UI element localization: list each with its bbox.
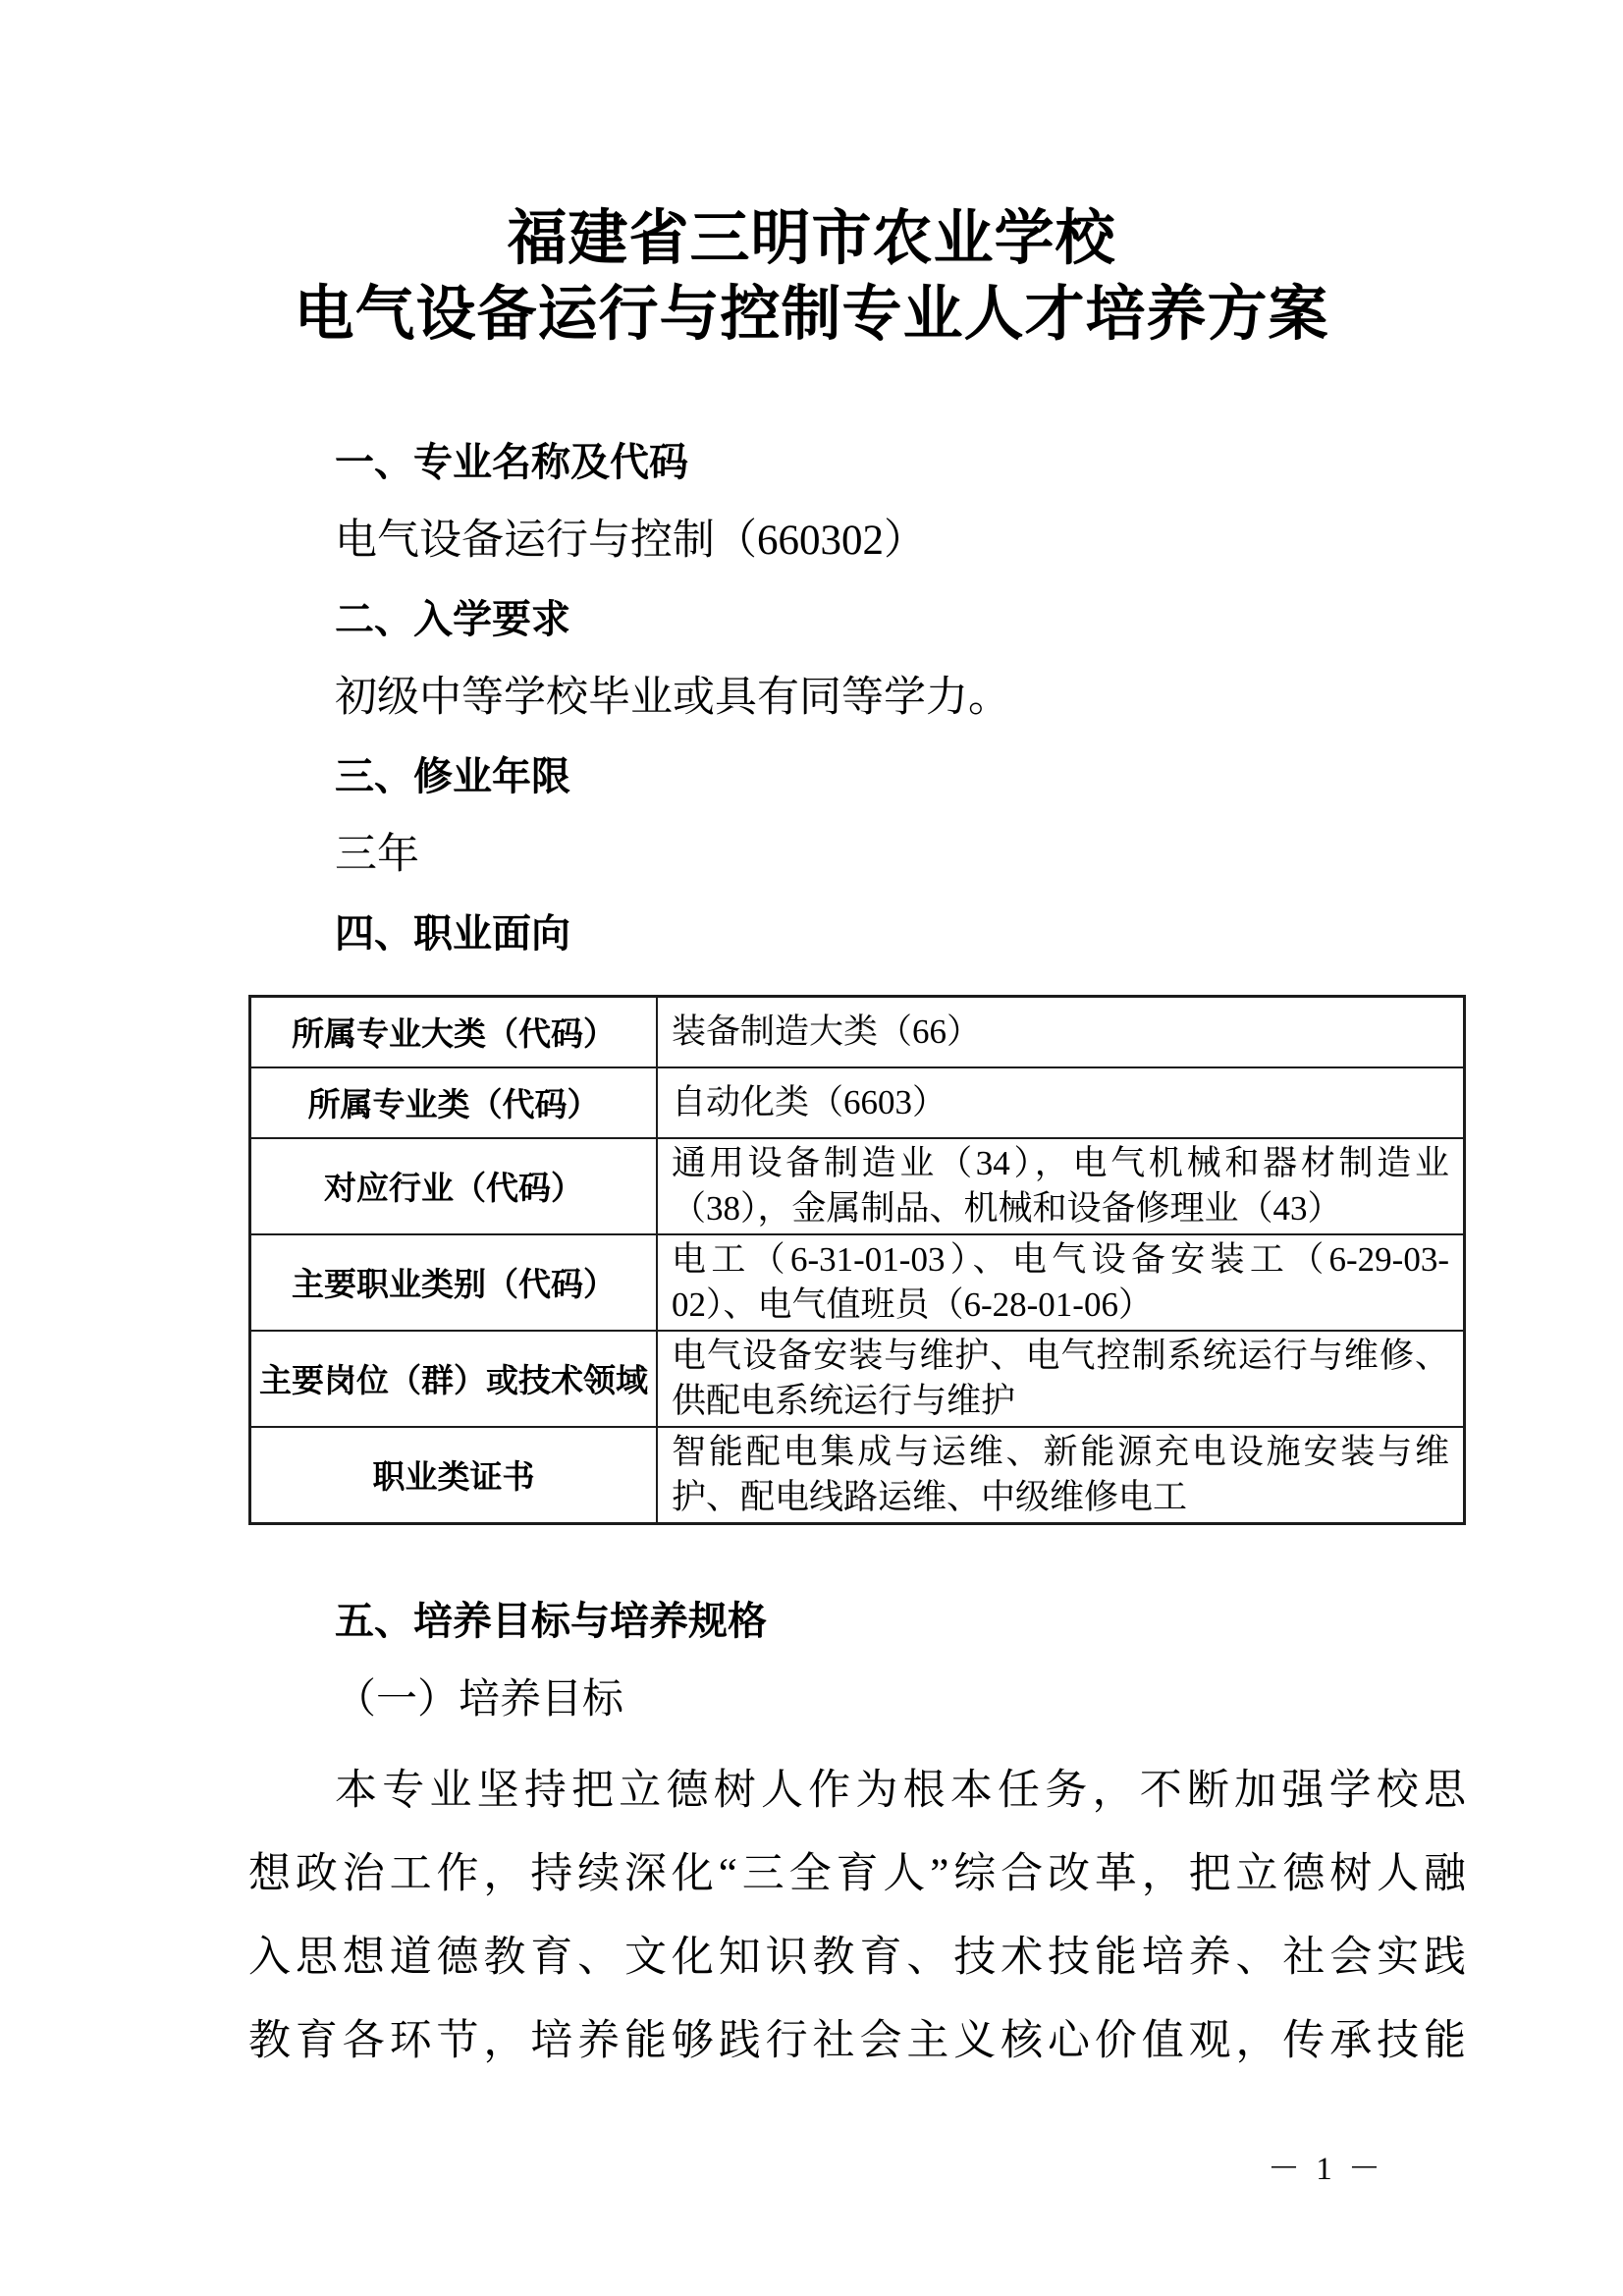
- section-5-subheading: （一）培养目标: [335, 1676, 624, 1722]
- table-row: [250, 997, 1465, 1067]
- row-label: 所属专业大类（代码）: [250, 997, 658, 1067]
- row-value: 智能配电集成与运维、新能源充电设施安装与维护、配电线路运维、中级维修电工: [657, 1427, 1465, 1524]
- paragraph-line: 本专业坚持把立德树人作为根本任务，不断加强学校思: [335, 1767, 1466, 1814]
- paragraph-line: 入思想道德教育、文化知识教育、技术技能培养、社会实践: [248, 1934, 1466, 1981]
- table-row: [250, 1234, 1465, 1331]
- page-number: － 1 －: [1268, 2152, 1384, 2187]
- section-5-heading: 五、培养目标与培养规格: [335, 1599, 767, 1643]
- document-body: [248, 423, 1466, 2083]
- row-value: 通用设备制造业（34），电气机械和器材制造业（38），金属制品、机械和设备修理业（43）: [657, 1138, 1465, 1234]
- section-2-heading: 二、入学要求: [335, 598, 570, 641]
- training-goal-paragraph: [248, 1749, 1466, 2083]
- section-3-body: 三年: [335, 832, 419, 878]
- table-row: [250, 1331, 1465, 1427]
- section-4-heading: 四、职业面向: [335, 912, 570, 956]
- section-3-heading: 三、修业年限: [335, 755, 570, 798]
- section-1-body: 电气设备运行与控制（660302）: [335, 518, 926, 564]
- table-row: [250, 1067, 1465, 1138]
- row-label: 对应行业（代码）: [250, 1138, 658, 1234]
- paragraph-line: 想政治工作，持续深化“三全育人”综合改革，把立德树人融: [248, 1850, 1466, 1897]
- row-value: 电气设备安装与维护、电气控制系统运行与维修、供配电系统运行与维护: [657, 1331, 1465, 1427]
- table-row: [250, 1427, 1465, 1524]
- row-label: 职业类证书: [250, 1427, 658, 1524]
- row-value: 自动化类（6603）: [657, 1067, 1465, 1138]
- section-2-body: 初级中等学校毕业或具有同等学力。: [335, 675, 1010, 721]
- document-title-line2: 电气设备运行与控制专业人才培养方案: [294, 282, 1329, 348]
- section-1-heading: 一、专业名称及代码: [335, 441, 688, 484]
- document-title-line1: 福建省三明市农业学校: [507, 206, 1116, 272]
- paragraph-line: 教育各环节，培养能够践行社会主义核心价值观，传承技能: [248, 2017, 1466, 2064]
- career-orientation-table: [248, 995, 1466, 1525]
- row-label: 主要岗位（群）或技术领域: [250, 1331, 658, 1427]
- numbered-sections: [248, 423, 1466, 973]
- document-title: [0, 0, 1623, 353]
- row-value: 电工（6-31-01-03）、电气设备安装工（6-29-03-02）、电气值班员（6-28-01-06）: [657, 1234, 1465, 1331]
- row-label: 主要职业类别（代码）: [250, 1234, 658, 1331]
- row-value: 装备制造大类（66）: [657, 997, 1465, 1067]
- table-row: [250, 1138, 1465, 1234]
- row-label: 所属专业类（代码）: [250, 1067, 658, 1138]
